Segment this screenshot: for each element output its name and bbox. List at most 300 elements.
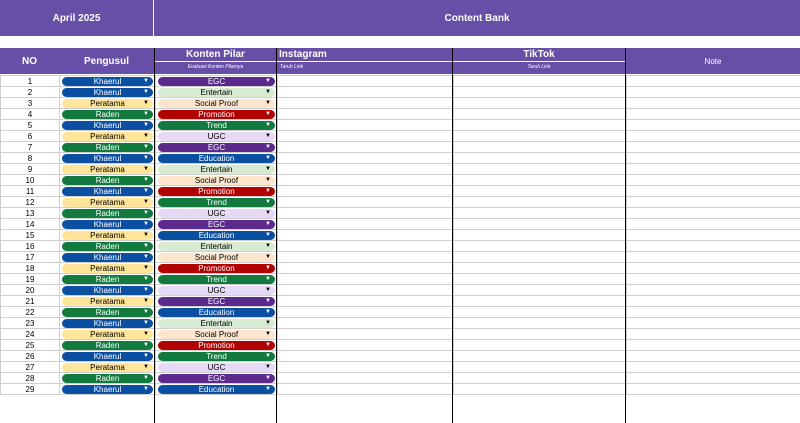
instagram-link-cell[interactable] xyxy=(278,362,454,373)
pengusul-dropdown[interactable] xyxy=(62,319,153,328)
pilar-value: Education xyxy=(198,230,235,240)
tiktok-link-cell[interactable] xyxy=(454,175,627,186)
tiktok-link-cell[interactable] xyxy=(454,285,627,296)
row-number: 22 xyxy=(1,307,60,318)
instagram-link-cell[interactable] xyxy=(278,186,454,197)
pengusul-cell xyxy=(60,340,156,351)
pilar-dropdown[interactable] xyxy=(158,330,275,339)
note-cell[interactable] xyxy=(627,340,800,351)
pengusul-cell xyxy=(60,307,156,318)
chevron-down-icon[interactable]: ▼ xyxy=(143,110,149,117)
pilar-dropdown[interactable] xyxy=(158,121,275,130)
note-cell[interactable] xyxy=(627,219,800,230)
chevron-down-icon[interactable]: ▼ xyxy=(265,121,271,128)
row-number: 2 xyxy=(1,87,60,98)
chevron-down-icon[interactable]: ▼ xyxy=(265,275,271,282)
chevron-down-icon[interactable]: ▼ xyxy=(143,99,149,106)
tiktok-link-cell[interactable] xyxy=(454,384,627,395)
note-cell[interactable] xyxy=(627,153,800,164)
chevron-down-icon[interactable]: ▼ xyxy=(265,132,271,139)
col-pengusul-header[interactable]: Pengusul xyxy=(59,48,154,74)
chevron-down-icon[interactable]: ▼ xyxy=(265,187,271,194)
table-row xyxy=(1,186,800,197)
instagram-label: Instagram xyxy=(279,49,327,60)
instagram-link-cell[interactable] xyxy=(278,175,454,186)
chevron-down-icon[interactable]: ▼ xyxy=(265,220,271,227)
table-row xyxy=(1,285,800,296)
instagram-link-cell[interactable] xyxy=(278,153,454,164)
pengusul-dropdown[interactable] xyxy=(62,286,153,295)
instagram-link-cell[interactable] xyxy=(278,340,454,351)
instagram-link-cell[interactable] xyxy=(278,285,454,296)
chevron-down-icon[interactable]: ▼ xyxy=(143,264,149,271)
chevron-down-icon[interactable]: ▼ xyxy=(143,275,149,282)
table-row xyxy=(1,307,800,318)
pilar-dropdown[interactable] xyxy=(158,99,275,108)
pengusul-cell xyxy=(60,263,156,274)
pilar-dropdown[interactable] xyxy=(158,209,275,218)
chevron-down-icon[interactable]: ▼ xyxy=(265,231,271,238)
chevron-down-icon[interactable]: ▼ xyxy=(143,286,149,293)
pilar-cell xyxy=(156,142,278,153)
pilar-dropdown[interactable] xyxy=(158,374,275,383)
note-cell[interactable] xyxy=(627,285,800,296)
pengusul-dropdown[interactable] xyxy=(62,231,153,240)
pengusul-dropdown[interactable] xyxy=(62,198,153,207)
pilar-value: Trend xyxy=(206,274,227,284)
table-row xyxy=(1,274,800,285)
pengusul-dropdown[interactable] xyxy=(62,143,153,152)
instagram-link-cell[interactable] xyxy=(278,197,454,208)
pilar-dropdown[interactable] xyxy=(158,77,275,86)
chevron-down-icon[interactable]: ▼ xyxy=(265,330,271,337)
chevron-down-icon[interactable]: ▼ xyxy=(265,297,271,304)
pilar-value: Social Proof xyxy=(194,175,239,185)
note-cell[interactable] xyxy=(627,307,800,318)
instagram-link-cell[interactable] xyxy=(278,296,454,307)
table-row xyxy=(1,153,800,164)
tiktok-link-cell[interactable] xyxy=(454,76,627,87)
instagram-link-cell[interactable] xyxy=(278,120,454,131)
row-number: 23 xyxy=(1,318,60,329)
chevron-down-icon[interactable]: ▼ xyxy=(143,220,149,227)
pengusul-cell xyxy=(60,318,156,329)
pilar-dropdown[interactable] xyxy=(158,242,275,251)
table-row xyxy=(1,263,800,274)
pengusul-dropdown[interactable] xyxy=(62,341,153,350)
tiktok-link-cell[interactable] xyxy=(454,98,627,109)
pilar-dropdown[interactable] xyxy=(158,220,275,229)
chevron-down-icon[interactable]: ▼ xyxy=(265,143,271,150)
chevron-down-icon[interactable]: ▼ xyxy=(143,165,149,172)
pilar-value: Entertain xyxy=(200,164,233,174)
note-cell[interactable] xyxy=(627,362,800,373)
note-cell[interactable] xyxy=(627,175,800,186)
pengusul-dropdown[interactable] xyxy=(62,374,153,383)
table-row xyxy=(1,120,800,131)
row-number: 29 xyxy=(1,384,60,395)
instagram-link-cell[interactable] xyxy=(278,241,454,252)
chevron-down-icon[interactable]: ▼ xyxy=(265,341,271,348)
chevron-down-icon[interactable]: ▼ xyxy=(143,187,149,194)
pilar-dropdown[interactable] xyxy=(158,275,275,284)
note-cell[interactable] xyxy=(627,142,800,153)
pengusul-value: Peratama xyxy=(90,362,125,372)
pilar-cell xyxy=(156,186,278,197)
note-cell[interactable] xyxy=(627,384,800,395)
pilar-dropdown[interactable] xyxy=(158,319,275,328)
tiktok-link-cell[interactable] xyxy=(454,153,627,164)
pengusul-cell xyxy=(60,153,156,164)
row-number: 12 xyxy=(1,197,60,208)
row-number: 21 xyxy=(1,296,60,307)
tiktok-link-cell[interactable] xyxy=(454,263,627,274)
table-row xyxy=(1,76,800,87)
pengusul-value: Raden xyxy=(95,241,120,251)
pengusul-cell xyxy=(60,252,156,263)
pilar-cell xyxy=(156,230,278,241)
pilar-value: EGC xyxy=(207,76,226,86)
pilar-dropdown[interactable] xyxy=(158,88,275,97)
pengusul-cell xyxy=(60,76,156,87)
chevron-down-icon[interactable]: ▼ xyxy=(143,132,149,139)
tiktok-link-cell[interactable] xyxy=(454,87,627,98)
tiktok-link-cell[interactable] xyxy=(454,109,627,120)
chevron-down-icon[interactable]: ▼ xyxy=(143,330,149,337)
table-row xyxy=(1,98,800,109)
chevron-down-icon[interactable]: ▼ xyxy=(143,88,149,95)
chevron-down-icon[interactable]: ▼ xyxy=(143,341,149,348)
chevron-down-icon[interactable]: ▼ xyxy=(143,385,149,392)
tiktok-link-cell[interactable] xyxy=(454,351,627,362)
chevron-down-icon[interactable]: ▼ xyxy=(265,110,271,117)
instagram-link-cell[interactable] xyxy=(278,98,454,109)
chevron-down-icon[interactable]: ▼ xyxy=(265,154,271,161)
pengusul-value: Khaerul xyxy=(93,76,122,86)
table-row xyxy=(1,197,800,208)
content-table xyxy=(0,75,800,395)
note-cell[interactable] xyxy=(627,98,800,109)
instagram-link-cell[interactable] xyxy=(278,263,454,274)
pilar-dropdown[interactable] xyxy=(158,264,275,273)
pengusul-cell xyxy=(60,285,156,296)
pengusul-dropdown[interactable] xyxy=(62,121,153,130)
chevron-down-icon[interactable]: ▼ xyxy=(143,374,149,381)
pengusul-value: Peratama xyxy=(90,98,125,108)
note-cell[interactable] xyxy=(627,76,800,87)
pengusul-cell xyxy=(60,164,156,175)
note-cell[interactable] xyxy=(627,120,800,131)
chevron-down-icon[interactable]: ▼ xyxy=(143,198,149,205)
pilar-value: UGC xyxy=(207,362,226,372)
tiktok-link-cell[interactable] xyxy=(454,362,627,373)
note-cell[interactable] xyxy=(627,208,800,219)
row-number: 4 xyxy=(1,109,60,120)
chevron-down-icon[interactable]: ▼ xyxy=(143,297,149,304)
pengusul-value: Raden xyxy=(95,373,120,383)
pilar-value: Trend xyxy=(206,197,227,207)
pilar-dropdown[interactable] xyxy=(158,286,275,295)
table-row xyxy=(1,164,800,175)
pengusul-value: Raden xyxy=(95,307,120,317)
pengusul-dropdown[interactable] xyxy=(62,176,153,185)
chevron-down-icon[interactable]: ▼ xyxy=(265,209,271,216)
pilar-value: Promotion xyxy=(198,109,235,119)
chevron-down-icon[interactable]: ▼ xyxy=(143,308,149,315)
instagram-link-cell[interactable] xyxy=(278,329,454,340)
chevron-down-icon[interactable]: ▼ xyxy=(265,385,271,392)
pilar-dropdown[interactable] xyxy=(158,308,275,317)
pilar-cell xyxy=(156,318,278,329)
tiktok-link-cell[interactable] xyxy=(454,131,627,142)
pilar-cell xyxy=(156,241,278,252)
pilar-dropdown[interactable] xyxy=(158,363,275,372)
row-number: 11 xyxy=(1,186,60,197)
pilar-cell xyxy=(156,384,278,395)
chevron-down-icon[interactable]: ▼ xyxy=(143,253,149,260)
pengusul-dropdown[interactable] xyxy=(62,99,153,108)
pengusul-value: Peratama xyxy=(90,197,125,207)
pilar-dropdown[interactable] xyxy=(158,385,275,394)
instagram-link-cell[interactable] xyxy=(278,351,454,362)
pengusul-value: Khaerul xyxy=(93,351,122,361)
note-cell[interactable] xyxy=(627,252,800,263)
pilar-value: EGC xyxy=(207,142,226,152)
row-number: 20 xyxy=(1,285,60,296)
tiktok-link-cell[interactable] xyxy=(454,340,627,351)
pilar-dropdown[interactable] xyxy=(158,231,275,240)
pilar-value: Education xyxy=(198,153,235,163)
instagram-link-cell[interactable] xyxy=(278,373,454,384)
pengusul-cell xyxy=(60,384,156,395)
note-cell[interactable] xyxy=(627,296,800,307)
pilar-dropdown[interactable] xyxy=(158,154,275,163)
tiktok-link-cell[interactable] xyxy=(454,230,627,241)
note-cell[interactable] xyxy=(627,318,800,329)
pilar-value: Entertain xyxy=(200,241,233,251)
pilar-cell xyxy=(156,274,278,285)
col-tiktok-header[interactable] xyxy=(453,48,625,74)
pilar-dropdown[interactable] xyxy=(158,176,275,185)
pengusul-cell xyxy=(60,186,156,197)
chevron-down-icon[interactable]: ▼ xyxy=(143,209,149,216)
chevron-down-icon[interactable]: ▼ xyxy=(265,363,271,370)
instagram-link-cell[interactable] xyxy=(278,219,454,230)
table-row xyxy=(1,131,800,142)
note-cell[interactable] xyxy=(627,109,800,120)
pengusul-value: Peratama xyxy=(90,296,125,306)
col-konten-pilar-header[interactable] xyxy=(155,48,276,74)
chevron-down-icon[interactable]: ▼ xyxy=(265,242,271,249)
tiktok-link-cell[interactable] xyxy=(454,252,627,263)
pilar-dropdown[interactable] xyxy=(158,110,275,119)
note-cell[interactable] xyxy=(627,197,800,208)
pilar-dropdown[interactable] xyxy=(158,143,275,152)
chevron-down-icon[interactable]: ▼ xyxy=(143,77,149,84)
tiktok-link-cell[interactable] xyxy=(454,120,627,131)
pengusul-dropdown[interactable] xyxy=(62,385,153,394)
pengusul-value: Khaerul xyxy=(93,219,122,229)
instagram-link-cell[interactable] xyxy=(278,142,454,153)
instagram-link-cell[interactable] xyxy=(278,131,454,142)
pengusul-cell xyxy=(60,87,156,98)
chevron-down-icon[interactable]: ▼ xyxy=(265,253,271,260)
note-cell[interactable] xyxy=(627,373,800,384)
instagram-link-cell[interactable] xyxy=(278,307,454,318)
pilar-dropdown[interactable] xyxy=(158,187,275,196)
chevron-down-icon[interactable]: ▼ xyxy=(265,286,271,293)
row-number: 5 xyxy=(1,120,60,131)
pilar-dropdown[interactable] xyxy=(158,341,275,350)
pilar-cell xyxy=(156,76,278,87)
chevron-down-icon[interactable]: ▼ xyxy=(143,363,149,370)
instagram-link-cell[interactable] xyxy=(278,87,454,98)
pilar-cell xyxy=(156,351,278,362)
chevron-down-icon[interactable]: ▼ xyxy=(143,242,149,249)
instagram-link-cell[interactable] xyxy=(278,252,454,263)
note-cell[interactable] xyxy=(627,351,800,362)
chevron-down-icon[interactable]: ▼ xyxy=(265,264,271,271)
pilar-cell xyxy=(156,296,278,307)
chevron-down-icon[interactable]: ▼ xyxy=(265,374,271,381)
pilar-dropdown[interactable] xyxy=(158,198,275,207)
tiktok-link-cell[interactable] xyxy=(454,307,627,318)
tiktok-link-cell[interactable] xyxy=(454,164,627,175)
pengusul-dropdown[interactable] xyxy=(62,88,153,97)
note-cell[interactable] xyxy=(627,241,800,252)
pengusul-cell xyxy=(60,373,156,384)
pengusul-dropdown[interactable] xyxy=(62,77,153,86)
pengusul-dropdown[interactable] xyxy=(62,253,153,262)
tiktok-link-cell[interactable] xyxy=(454,296,627,307)
pengusul-dropdown[interactable] xyxy=(62,165,153,174)
tiktok-link-cell[interactable] xyxy=(454,329,627,340)
pengusul-value: Raden xyxy=(95,208,120,218)
pengusul-dropdown[interactable] xyxy=(62,110,153,119)
note-cell[interactable] xyxy=(627,274,800,285)
table-row xyxy=(1,252,800,263)
pilar-dropdown[interactable] xyxy=(158,352,275,361)
chevron-down-icon[interactable]: ▼ xyxy=(143,231,149,238)
chevron-down-icon[interactable]: ▼ xyxy=(265,198,271,205)
tiktok-link-cell[interactable] xyxy=(454,186,627,197)
chevron-down-icon[interactable]: ▼ xyxy=(265,319,271,326)
row-number: 19 xyxy=(1,274,60,285)
pengusul-dropdown[interactable] xyxy=(62,209,153,218)
note-cell[interactable] xyxy=(627,186,800,197)
col-no-header[interactable]: NO xyxy=(0,48,59,74)
note-cell[interactable] xyxy=(627,131,800,142)
note-cell[interactable] xyxy=(627,230,800,241)
pengusul-cell xyxy=(60,351,156,362)
pengusul-dropdown[interactable] xyxy=(62,330,153,339)
note-cell[interactable] xyxy=(627,329,800,340)
table-row xyxy=(1,208,800,219)
pilar-cell xyxy=(156,307,278,318)
chevron-down-icon[interactable]: ▼ xyxy=(265,88,271,95)
pengusul-dropdown[interactable] xyxy=(62,363,153,372)
pengusul-cell xyxy=(60,98,156,109)
table-row xyxy=(1,142,800,153)
chevron-down-icon[interactable]: ▼ xyxy=(265,77,271,84)
chevron-down-icon[interactable]: ▼ xyxy=(143,352,149,359)
tiktok-link-cell[interactable] xyxy=(454,142,627,153)
pilar-value: Social Proof xyxy=(194,98,239,108)
chevron-down-icon[interactable]: ▼ xyxy=(265,176,271,183)
pilar-dropdown[interactable] xyxy=(158,253,275,262)
chevron-down-icon[interactable]: ▼ xyxy=(143,121,149,128)
pengusul-dropdown[interactable] xyxy=(62,187,153,196)
instagram-link-cell[interactable] xyxy=(278,230,454,241)
pilar-dropdown[interactable] xyxy=(158,132,275,141)
col-note-header[interactable]: Note xyxy=(626,48,800,74)
row-number: 10 xyxy=(1,175,60,186)
row-number: 26 xyxy=(1,351,60,362)
pengusul-dropdown[interactable] xyxy=(62,132,153,141)
note-cell[interactable] xyxy=(627,87,800,98)
row-number: 6 xyxy=(1,131,60,142)
separator-line xyxy=(452,48,453,423)
col-instagram-header[interactable] xyxy=(277,48,452,74)
pengusul-dropdown[interactable] xyxy=(62,352,153,361)
chevron-down-icon[interactable]: ▼ xyxy=(265,352,271,359)
instagram-link-cell[interactable] xyxy=(278,318,454,329)
chevron-down-icon[interactable]: ▼ xyxy=(265,99,271,106)
pengusul-dropdown[interactable] xyxy=(62,264,153,273)
pengusul-value: Raden xyxy=(95,175,120,185)
pengusul-dropdown[interactable] xyxy=(62,154,153,163)
pengusul-cell xyxy=(60,329,156,340)
pengusul-dropdown[interactable] xyxy=(62,242,153,251)
pengusul-dropdown[interactable] xyxy=(62,275,153,284)
pilar-cell xyxy=(156,153,278,164)
tiktok-link-cell[interactable] xyxy=(454,274,627,285)
pilar-dropdown[interactable] xyxy=(158,165,275,174)
pilar-value: Social Proof xyxy=(194,252,239,262)
instagram-link-cell[interactable] xyxy=(278,76,454,87)
tiktok-link-cell[interactable] xyxy=(454,197,627,208)
tiktok-link-cell[interactable] xyxy=(454,373,627,384)
note-cell[interactable] xyxy=(627,164,800,175)
tiktok-link-cell[interactable] xyxy=(454,208,627,219)
tiktok-link-cell[interactable] xyxy=(454,219,627,230)
pilar-dropdown[interactable] xyxy=(158,297,275,306)
pilar-value: UGC xyxy=(207,285,226,295)
instagram-link-cell[interactable] xyxy=(278,164,454,175)
instagram-link-cell[interactable] xyxy=(278,109,454,120)
pengusul-cell xyxy=(60,109,156,120)
tiktok-link-cell[interactable] xyxy=(454,241,627,252)
pengusul-dropdown[interactable] xyxy=(62,308,153,317)
chevron-down-icon[interactable]: ▼ xyxy=(265,165,271,172)
chevron-down-icon[interactable]: ▼ xyxy=(143,143,149,150)
pengusul-dropdown[interactable] xyxy=(62,297,153,306)
chevron-down-icon[interactable]: ▼ xyxy=(143,176,149,183)
tiktok-label: TikTok xyxy=(523,49,555,60)
pilar-cell xyxy=(156,164,278,175)
chevron-down-icon[interactable]: ▼ xyxy=(265,308,271,315)
note-cell[interactable] xyxy=(627,263,800,274)
tiktok-link-cell[interactable] xyxy=(454,318,627,329)
instagram-link-cell[interactable] xyxy=(278,274,454,285)
row-number: 17 xyxy=(1,252,60,263)
chevron-down-icon[interactable]: ▼ xyxy=(143,319,149,326)
instagram-link-cell[interactable] xyxy=(278,208,454,219)
pengusul-value: Khaerul xyxy=(93,384,122,394)
chevron-down-icon[interactable]: ▼ xyxy=(143,154,149,161)
pengusul-dropdown[interactable] xyxy=(62,220,153,229)
instagram-link-cell[interactable] xyxy=(278,384,454,395)
